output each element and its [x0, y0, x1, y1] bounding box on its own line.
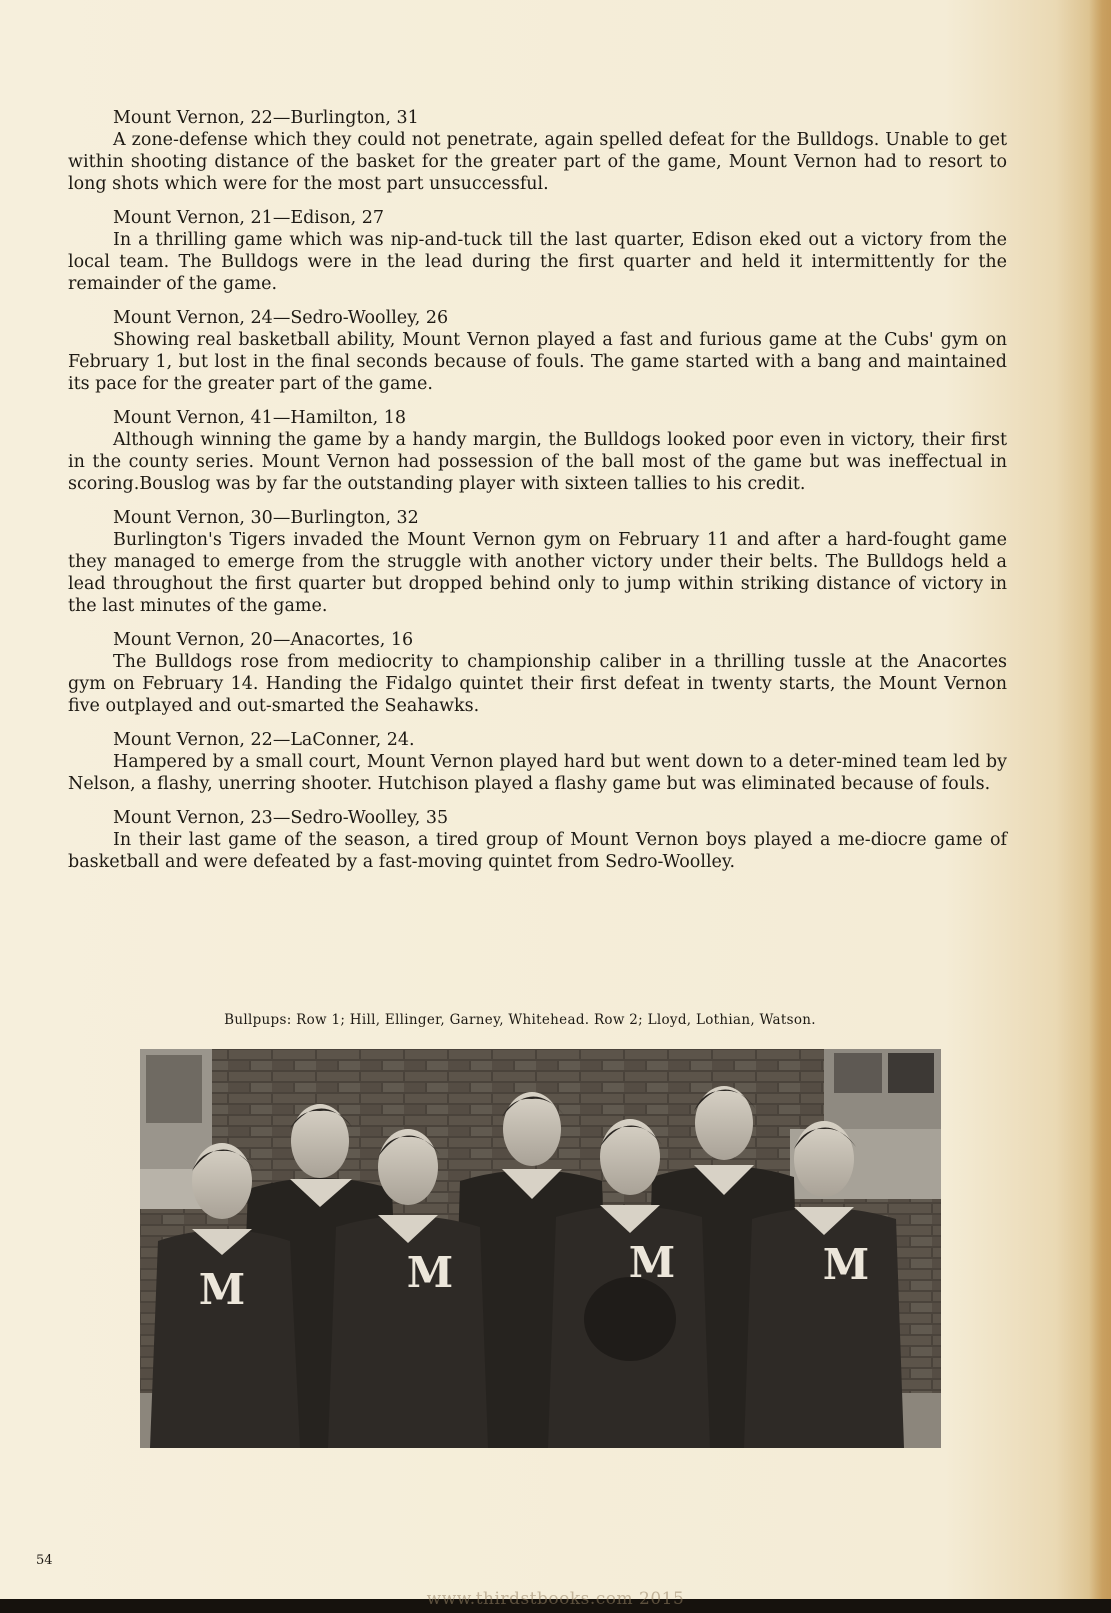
watermark: www.thirdstbooks.com 2015 [426, 1589, 685, 1609]
game-narrative: In a thrilling game which was nip-and-tuck till the last quarter, Edison eked out a victory from the local team. The Bulldogs were in the lead during the first quarter and held it intermittently for the remainder of the game. [68, 230, 1007, 294]
game-narrative: A zone-defense which they could not penetrate, again spelled defeat for the Bulldogs. Unable to get within shooting distance of the basket for the greater part of the game, Mount Vernon had to resort to long shots which were for the most part unsuccessful. [68, 130, 1007, 194]
jersey-letter: M [628, 1238, 676, 1287]
game-score: Mount Vernon, 41—Hamilton, 18 [113, 408, 407, 428]
game-narrative: In their last game of the season, a tired group of Mount Vernon boys played a me-diocre game of basketball and were defeated by a fast-moving quintet from Sedro-Woolley. [68, 830, 1007, 872]
game-report [68, 507, 1007, 617]
game-score: Mount Vernon, 21—Edison, 27 [113, 208, 385, 228]
game-report [68, 629, 1007, 717]
game-narrative: Although winning the game by a handy margin, the Bulldogs looked poor even in victory, their first in the county series. Mount Vernon had possession of the ball most of the game but was ineffectual in scoring.Bouslog was by far the outstanding player with sixteen tallies to his credit. [68, 430, 1007, 494]
game-narrative: Burlington's Tigers invaded the Mount Vernon gym on February 11 and after a hard-fought game they managed to emerge from the struggle with another victory under their belts. The Bulldogs held a lead throughout the first quarter but dropped behind only to jump within striking distance of victory in the last minutes of the game. [68, 530, 1007, 616]
game-score: Mount Vernon, 24—Sedro-Woolley, 26 [113, 308, 449, 328]
game-report [68, 729, 1007, 795]
game-score: Mount Vernon, 23—Sedro-Woolley, 35 [113, 808, 449, 828]
game-score: Mount Vernon, 30—Burlington, 32 [113, 508, 419, 528]
game-score: Mount Vernon, 22—LaConner, 24. [113, 730, 415, 750]
page-edge-shadow [1089, 0, 1111, 1613]
game-reports [68, 107, 1007, 885]
game-narrative: Hampered by a small court, Mount Vernon played hard but went down to a deter-mined team led by Nelson, a flashy, unerring shooter. Hutchison played a flashy game but was eliminated because of fouls. [68, 752, 1007, 794]
game-report [68, 107, 1007, 195]
team-photo-image [140, 1049, 941, 1448]
game-report [68, 307, 1007, 395]
jersey-letter: M [406, 1248, 454, 1297]
page-number: 54 [36, 1553, 53, 1568]
game-report [68, 407, 1007, 495]
team-photo [140, 1049, 941, 1448]
jersey-letter: M [822, 1240, 870, 1289]
jersey-letter: M [198, 1265, 246, 1314]
basketball [584, 1277, 676, 1361]
game-report [68, 207, 1007, 295]
game-narrative: The Bulldogs rose from mediocrity to championship caliber in a thrilling tussle at the Anacortes gym on February 14. Handing the Fidalgo quintet their first defeat in twenty starts, the Mount Vernon five outplayed and out-smarted the Seahawks. [68, 652, 1007, 716]
photo-caption: Bullpups: Row 1; Hill, Ellinger, Garney, Whitehead. Row 2; Lloyd, Lothian, Watson. [224, 1012, 816, 1028]
game-narrative: Showing real basketball ability, Mount Vernon played a fast and furious game at the Cubs' gym on February 1, but lost in the final seconds because of fouls. The game started with a bang and maintained its pace for the greater part of the game. [68, 330, 1007, 394]
game-score: Mount Vernon, 20—Anacortes, 16 [113, 630, 414, 650]
game-score: Mount Vernon, 22—Burlington, 31 [113, 108, 419, 128]
game-report [68, 807, 1007, 873]
